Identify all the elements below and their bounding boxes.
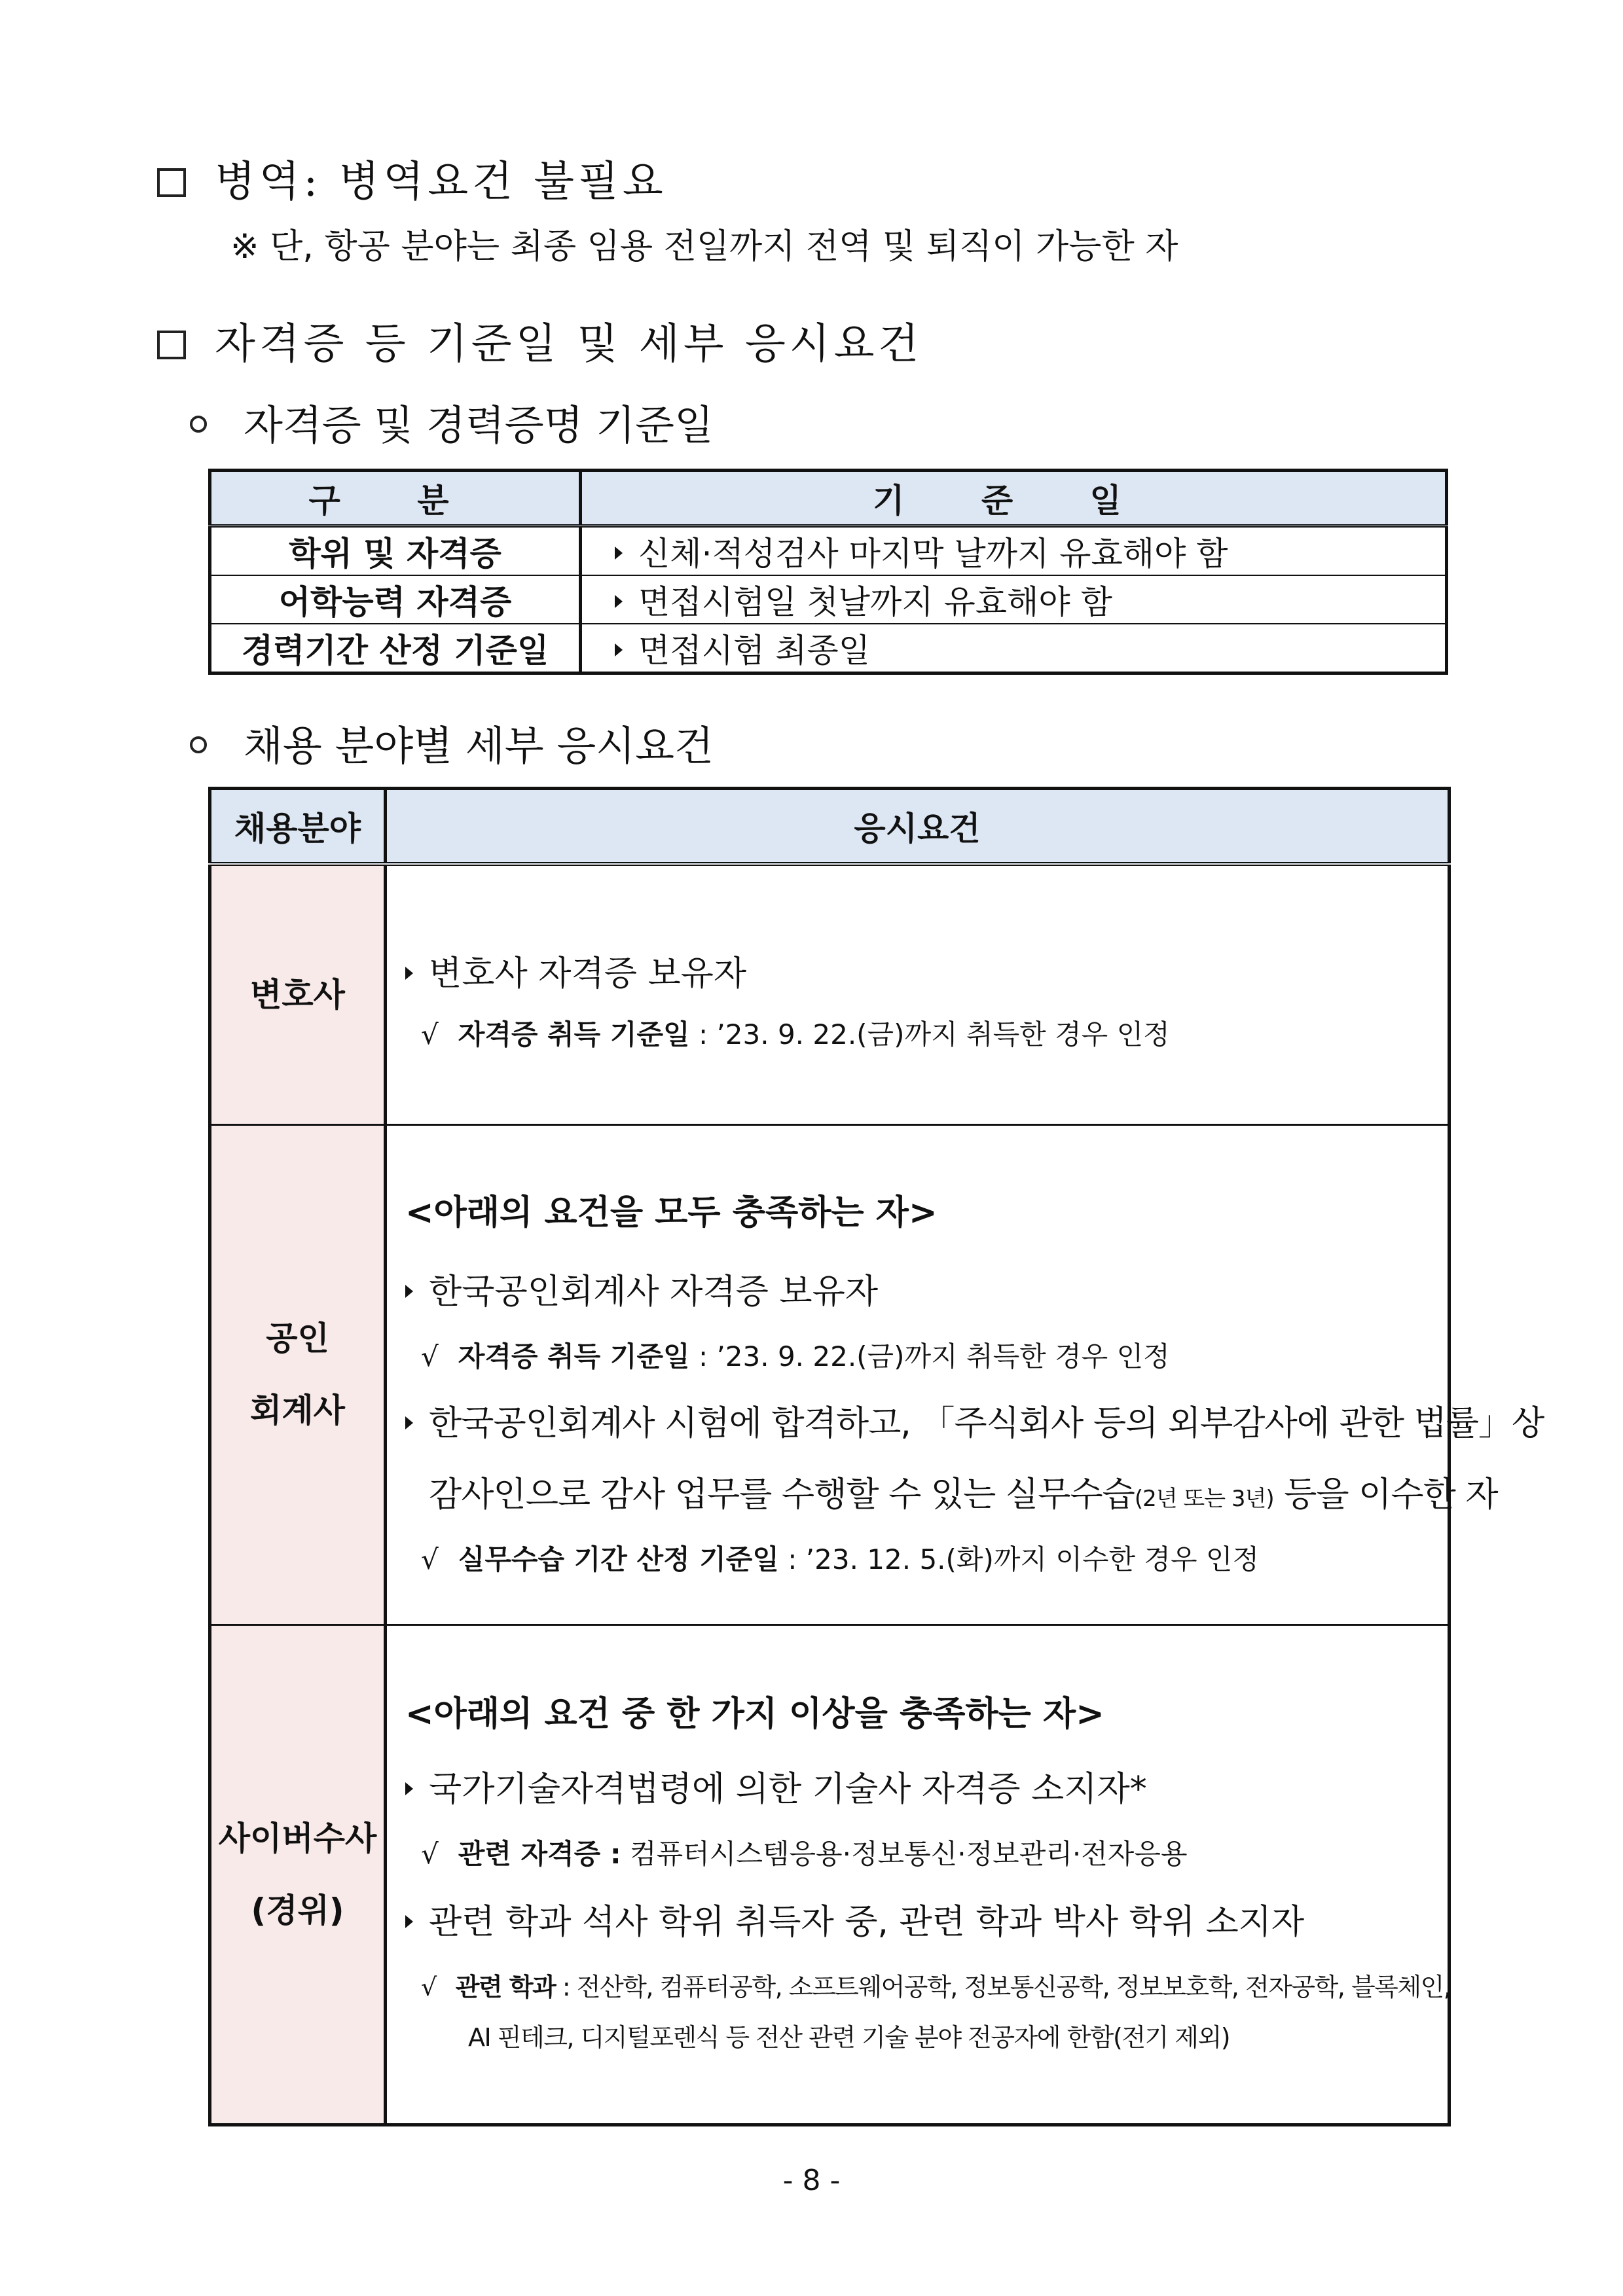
list-item-text: 관련 학과 석사 학위 취득자 중, 관련 학과 박사 학위 소지자 [429, 1902, 1305, 1942]
check-value: : ’23. 9. 22.(금)까지 취득한 경우 인정 [698, 1340, 1170, 1372]
check-icon: √ [421, 1543, 439, 1575]
list-item [405, 1894, 1448, 1943]
criteria-sub2-heading [190, 713, 714, 772]
table-header-field: 채용분야 [210, 789, 386, 865]
list-item-text: 감사인으로 감사 업무를 수행할 수 있는 실무수습 [429, 1475, 1135, 1515]
table-header-row [210, 789, 1450, 865]
category-cyber-line1: 사이버수사 [218, 1819, 377, 1857]
check-icon: √ [421, 1018, 439, 1050]
check-item [405, 1538, 1448, 1577]
category-lawyer: 변호사 [210, 864, 386, 1124]
triangle-bullet-icon [615, 547, 623, 560]
table-row [210, 526, 1447, 576]
check-item [405, 1013, 1448, 1052]
requirements-lawyer [386, 864, 1450, 1124]
check-item-continuation: AI 핀테크, 디지털포렌식 등 전산 관련 기술 분야 전공자에 한함(전기 제외) [468, 2022, 1230, 2052]
requirements-cpa [386, 1124, 1544, 1624]
military-note: ※ 단, 항공 분야는 최종 임용 전일까지 전역 및 퇴직이 가능한 자 [230, 227, 1178, 266]
list-item-text: 한국공인회계사 시험에 합격하고, 「주식회사 등의 외부감사에 관한 법률」상 [429, 1403, 1544, 1443]
triangle-bullet-icon [405, 1285, 413, 1298]
list-item-small-text: (2년 또는 3년) [1134, 1485, 1274, 1512]
requirements-cyber [386, 1624, 1450, 2125]
condition-text: <아래의 요건 중 한 가지 이상을 충족하는 자> [405, 1694, 1104, 1734]
check-value: 컴퓨터시스템응용·정보통신·정보관리·전자응용 [630, 1837, 1188, 1870]
list-item [405, 1264, 1448, 1313]
check-label: 자격증 취득 기준일 [458, 1340, 690, 1372]
check-label: 관련 학과 [455, 1972, 556, 2001]
requirements-table [208, 787, 1544, 2126]
list-item [405, 1761, 1448, 1810]
row-value-text: 신체·적성검사 마지막 날까지 유효해야 함 [638, 535, 1228, 573]
check-label: 관련 자격증 : [458, 1837, 621, 1870]
table-row-lawyer [210, 864, 1450, 1124]
triangle-bullet-icon [405, 1416, 413, 1429]
triangle-bullet-icon [405, 967, 413, 980]
triangle-bullet-icon [615, 643, 623, 656]
page-number: - 8 - [782, 2164, 841, 2197]
military-heading-text: 병역: 병역요건 불필요 [215, 158, 667, 206]
criteria-sub2-heading-text: 채용 분야별 세부 응시요건 [244, 722, 714, 770]
circle-bullet-icon [190, 416, 207, 433]
row-label: 경력기간 산정 기준일 [210, 624, 581, 673]
row-value [581, 624, 1447, 673]
check-value: : ’23. 12. 5.(화)까지 이수한 경우 인정 [788, 1543, 1260, 1575]
list-item-text: 변호사 자격증 보유자 [429, 954, 747, 994]
row-value-text: 면접시험 최종일 [638, 632, 870, 670]
check-icon: √ [421, 1340, 439, 1372]
military-heading [157, 148, 667, 208]
check-value: : 전산학, 컴퓨터공학, 소프트웨어공학, 정보통신공학, 정보보호학, 전자공학, 블록체인, [562, 1972, 1451, 2001]
table-row [210, 575, 1447, 624]
criteria-heading-text: 자격증 등 기준일 및 세부 응시요건 [215, 320, 923, 368]
triangle-bullet-icon [615, 595, 623, 608]
check-item [405, 1967, 1451, 2003]
list-item [405, 1395, 1544, 1444]
list-item-text: 한국공인회계사 자격증 보유자 [429, 1272, 879, 1312]
triangle-bullet-icon [405, 1915, 413, 1928]
condition-text: <아래의 요건을 모두 충족하는 자> [405, 1193, 938, 1232]
table-row-cpa [210, 1124, 1450, 1624]
row-value [581, 575, 1447, 624]
row-value [581, 526, 1447, 576]
criteria-heading [157, 310, 922, 370]
circle-bullet-icon [190, 736, 207, 753]
row-label: 학위 및 자격증 [210, 526, 581, 576]
category-cpa-line2: 회계사 [250, 1391, 345, 1429]
row-value-text: 면접시험일 첫날까지 유효해야 함 [638, 583, 1112, 621]
list-item-text: 국가기술자격법령에 의한 기술사 자격증 소지자* [429, 1769, 1147, 1809]
category-cyber-line2: (경위) [251, 1891, 344, 1929]
check-item [405, 1335, 1448, 1374]
table-header-category: 구 분 [210, 471, 581, 526]
table-row [210, 624, 1447, 673]
check-item [405, 1833, 1448, 1872]
check-value: : ’23. 9. 22.(금)까지 취득한 경우 인정 [698, 1018, 1170, 1050]
check-label: 실무수습 기간 산정 기준일 [458, 1543, 779, 1575]
triangle-bullet-icon [405, 1782, 413, 1795]
check-label: 자격증 취득 기준일 [458, 1018, 690, 1050]
table-row-cyber [210, 1624, 1450, 2125]
table-header-requirements: 응시요건 [386, 789, 1450, 865]
list-item-text: 등을 이수한 자 [1273, 1475, 1498, 1515]
criteria-sub1-heading-text: 자격증 및 경력증명 기준일 [244, 401, 714, 449]
row-label: 어학능력 자격증 [210, 575, 581, 624]
table-header-row [210, 471, 1447, 526]
category-cpa [210, 1124, 386, 1624]
table-header-date: 기 준 일 [581, 471, 1447, 526]
criteria-date-table [208, 469, 1448, 675]
check-icon: √ [421, 1837, 439, 1870]
list-item [405, 946, 1448, 995]
category-cyber [210, 1624, 386, 2125]
square-bullet-icon [157, 331, 186, 359]
square-bullet-icon [157, 168, 186, 197]
list-item-continuation [405, 1467, 1498, 1516]
category-cpa-line1: 공인 [266, 1319, 329, 1357]
criteria-sub1-heading [190, 393, 714, 451]
check-icon: √ [421, 1972, 436, 2001]
